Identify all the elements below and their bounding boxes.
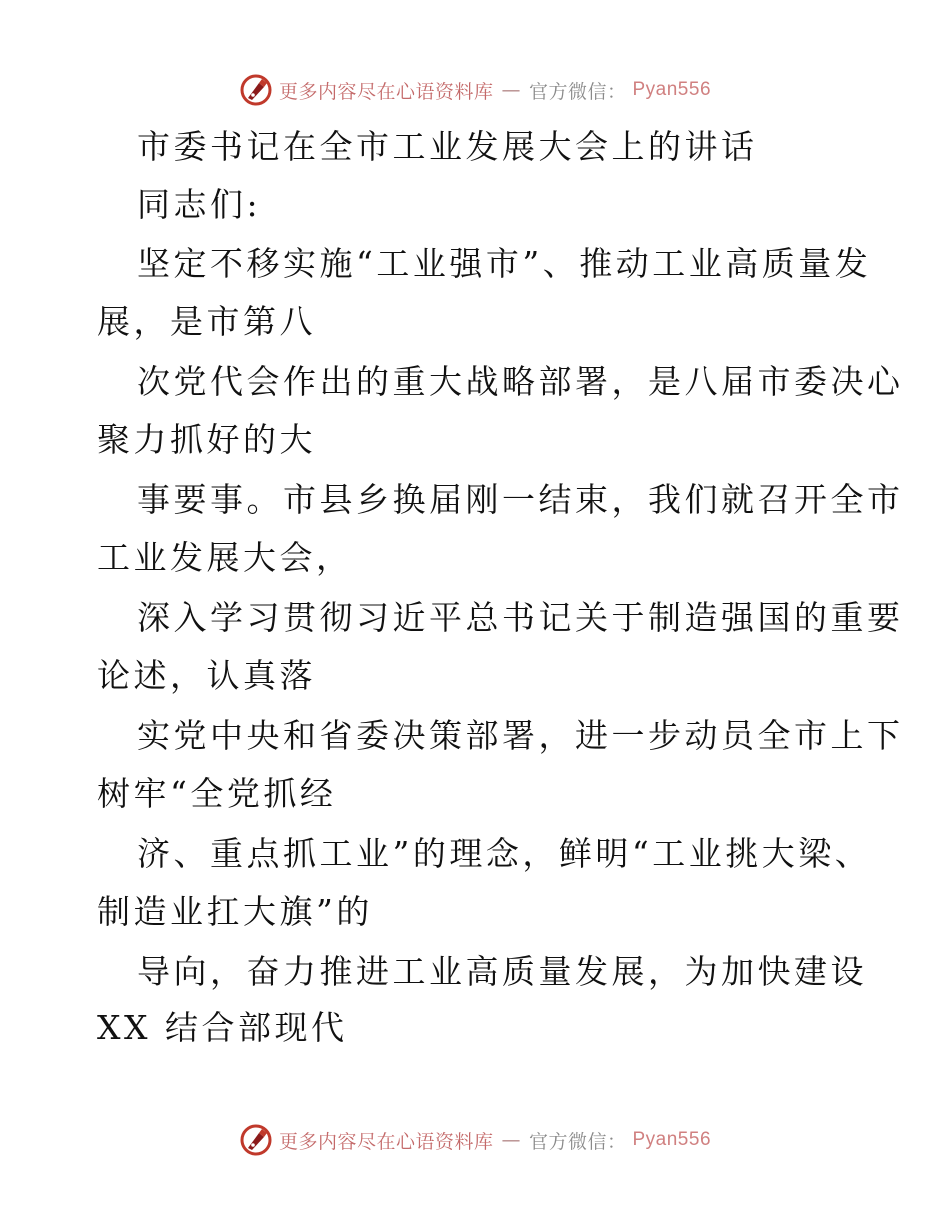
paragraph-line: 论述，认真落	[97, 656, 316, 695]
header-watermark-banner	[0, 70, 950, 110]
paragraph-line: 实党中央和省委决策部署，进一步动员全市上下	[137, 716, 904, 755]
paragraph-line: 济、重点抓工业”的理念，鲜明“工业挑大梁、	[137, 834, 872, 873]
salutation: 同志们:	[137, 185, 262, 224]
paragraph-line: 聚力抓好的大	[97, 420, 316, 459]
watermark-separator: —	[501, 1129, 521, 1151]
paragraph-line: 深入学习贯彻习近平总书记关于制造强国的重要	[137, 598, 904, 637]
paragraph-line: 坚定不移实施“工业强市”、推动工业高质量发	[137, 244, 872, 283]
watermark-wechat-id: Pyan556	[632, 79, 712, 100]
pen-nib-logo-icon	[239, 1123, 273, 1157]
paragraph-line: 展，是市第八	[97, 302, 316, 341]
paragraph-line: 工业发展大会，	[97, 538, 353, 577]
paragraph-line: 制造业扛大旗”的	[97, 892, 373, 931]
watermark-main-text: 更多内容尽在心语资料库	[278, 80, 494, 103]
paragraph-line: 导向，奋力推进工业高质量发展，为加快建设	[137, 952, 867, 991]
watermark-wechat-label: 官方微信：	[528, 80, 627, 103]
watermark-main-text: 更多内容尽在心语资料库	[278, 1130, 494, 1153]
document-title: 市委书记在全市工业发展大会上的讲话	[137, 127, 758, 166]
paragraph-line: XX 结合部现代	[97, 1008, 348, 1047]
paragraph-line: 次党代会作出的重大战略部署，是八届市委决心	[137, 362, 904, 401]
watermark-separator: —	[501, 79, 521, 101]
footer-watermark-banner	[0, 1120, 950, 1160]
watermark-wechat-id: Pyan556	[632, 1129, 712, 1150]
paragraph-line: 树牢“全党抓经	[97, 774, 337, 813]
pen-nib-logo-icon	[239, 73, 273, 107]
watermark-wechat-label: 官方微信：	[528, 1130, 627, 1153]
paragraph-line: 事要事。市县乡换届刚一结束，我们就召开全市	[137, 480, 904, 519]
